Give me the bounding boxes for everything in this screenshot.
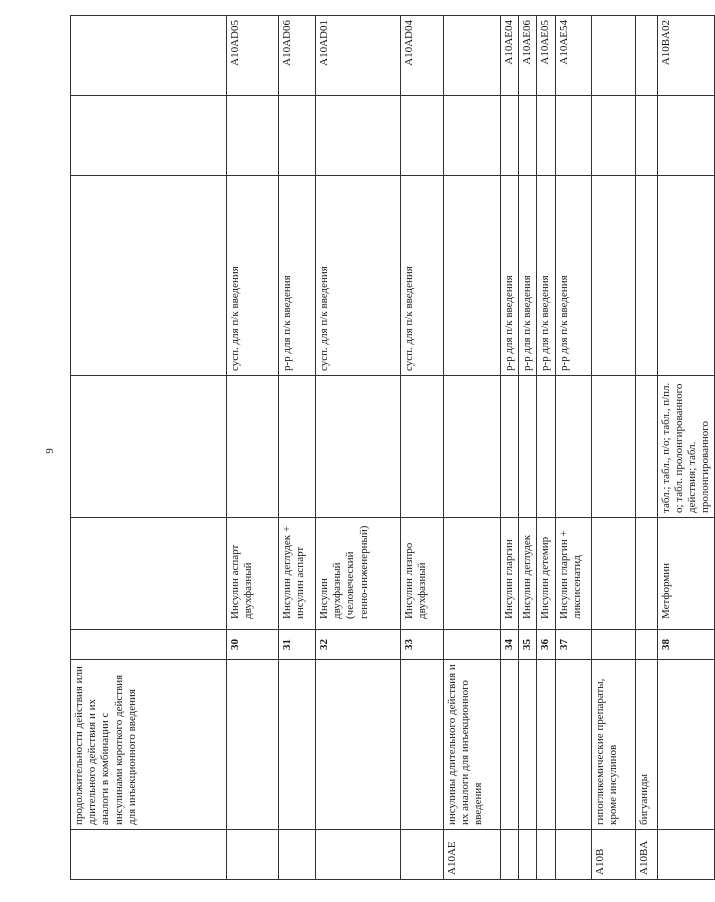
atc-drug-code-cell: A10AE06 xyxy=(519,16,537,96)
table-row xyxy=(555,16,591,880)
atc-drug-code-cell: A10AE54 xyxy=(555,16,591,96)
drug-name-cell xyxy=(71,518,227,630)
empty-cell xyxy=(537,96,555,176)
row-number-cell xyxy=(71,630,227,660)
table-row xyxy=(71,16,227,880)
table-row xyxy=(519,16,537,880)
dosage-form-cell xyxy=(635,376,657,518)
release-form-cell: р-р для п/к введения xyxy=(555,176,591,376)
group-name-cell xyxy=(555,660,591,830)
group-name-cell xyxy=(227,660,279,830)
release-form-cell: р-р для п/к введения xyxy=(537,176,555,376)
release-form-cell xyxy=(635,176,657,376)
release-form-cell xyxy=(71,176,227,376)
row-number-cell xyxy=(635,630,657,660)
atc-code-cell: A10BA xyxy=(635,830,657,880)
group-name-cell xyxy=(401,660,444,830)
drug-name-cell: Метформин xyxy=(657,518,715,630)
drug-name-cell: Инсулин аспарт двухфазный xyxy=(227,518,279,630)
group-name-cell: бигуаниды xyxy=(635,660,657,830)
dosage-form-cell xyxy=(227,376,279,518)
drug-name-cell: Инсулин деглудек xyxy=(519,518,537,630)
row-number-cell: 34 xyxy=(501,630,519,660)
atc-code-cell xyxy=(227,830,279,880)
dosage-form-cell xyxy=(401,376,444,518)
dosage-form-cell xyxy=(316,376,401,518)
table-row xyxy=(401,16,444,880)
row-number-cell xyxy=(444,630,501,660)
atc-drug-code-cell: A10BA02 xyxy=(657,16,715,96)
table-row xyxy=(591,16,635,880)
dosage-form-cell xyxy=(444,376,501,518)
drug-name-cell: Инсулин гларгин + ликсисенатид xyxy=(555,518,591,630)
release-form-cell: сусп. для п/к введения xyxy=(227,176,279,376)
group-name-cell xyxy=(501,660,519,830)
table-row xyxy=(501,16,519,880)
atc-code-cell xyxy=(71,830,227,880)
drug-name-cell: Инсулин детемир xyxy=(537,518,555,630)
atc-code-cell: A10AE xyxy=(444,830,501,880)
dosage-form-cell xyxy=(591,376,635,518)
table-row xyxy=(316,16,401,880)
atc-code-cell: A10B xyxy=(591,830,635,880)
table-row xyxy=(657,16,715,880)
empty-cell xyxy=(591,96,635,176)
atc-code-cell xyxy=(501,830,519,880)
drug-name-cell: Инсулин гларгин xyxy=(501,518,519,630)
group-name-cell xyxy=(657,660,715,830)
row-number-cell: 37 xyxy=(555,630,591,660)
atc-code-cell xyxy=(401,830,444,880)
dosage-form-cell xyxy=(519,376,537,518)
table-row xyxy=(444,16,501,880)
rotated-page xyxy=(70,16,712,880)
drug-name-cell xyxy=(591,518,635,630)
atc-drug-code-cell: A10AD06 xyxy=(279,16,316,96)
group-name-cell xyxy=(537,660,555,830)
drug-name-cell xyxy=(444,518,501,630)
empty-cell xyxy=(401,96,444,176)
drug-name-cell: Инсулин деглудек + инсулин аспарт xyxy=(279,518,316,630)
drug-table xyxy=(70,15,715,880)
row-number-cell: 32 xyxy=(316,630,401,660)
empty-cell xyxy=(316,96,401,176)
table-row xyxy=(279,16,316,880)
dosage-form-cell xyxy=(555,376,591,518)
group-name-cell: гипогликемические препараты, кроме инсулинов xyxy=(591,660,635,830)
dosage-form-cell xyxy=(501,376,519,518)
atc-drug-code-cell: A10AE04 xyxy=(501,16,519,96)
row-number-cell: 33 xyxy=(401,630,444,660)
release-form-cell xyxy=(657,176,715,376)
empty-cell xyxy=(71,96,227,176)
atc-drug-code-cell xyxy=(635,16,657,96)
table-row xyxy=(227,16,279,880)
row-number-cell: 35 xyxy=(519,630,537,660)
dosage-form-cell: табл.; табл., п/о; табл., п/пл. о; табл. пролонгированного действия; табл. пролонгированного xyxy=(657,376,715,518)
row-number-cell: 31 xyxy=(279,630,316,660)
atc-code-cell xyxy=(519,830,537,880)
release-form-cell: р-р для п/к введения xyxy=(279,176,316,376)
atc-code-cell xyxy=(657,830,715,880)
release-form-cell: р-р для п/к введения xyxy=(519,176,537,376)
group-name-cell: инсулины длительного действия и их аналоги для инъекционного введения xyxy=(444,660,501,830)
empty-cell xyxy=(519,96,537,176)
empty-cell xyxy=(555,96,591,176)
empty-cell xyxy=(279,96,316,176)
atc-drug-code-cell xyxy=(444,16,501,96)
row-number-cell: 30 xyxy=(227,630,279,660)
release-form-cell xyxy=(444,176,501,376)
empty-cell xyxy=(501,96,519,176)
drug-name-cell: Инсулин лизпро двухфазный xyxy=(401,518,444,630)
dosage-form-cell xyxy=(537,376,555,518)
row-number-cell xyxy=(591,630,635,660)
table-row xyxy=(537,16,555,880)
atc-code-cell xyxy=(316,830,401,880)
empty-cell xyxy=(227,96,279,176)
group-name-cell xyxy=(316,660,401,830)
dosage-form-cell xyxy=(71,376,227,518)
release-form-cell: р-р для п/к введения xyxy=(501,176,519,376)
row-number-cell: 36 xyxy=(537,630,555,660)
drug-name-cell xyxy=(635,518,657,630)
atc-drug-code-cell: A10AE05 xyxy=(537,16,555,96)
page-number: 9 xyxy=(44,448,56,454)
group-name-cell xyxy=(279,660,316,830)
empty-cell xyxy=(657,96,715,176)
atc-drug-code-cell: A10AD05 xyxy=(227,16,279,96)
group-name-cell: продолжительности действия или длительного действия и их аналоги в комбинации с инсулинами короткого действия для инъекционного введения xyxy=(71,660,227,830)
atc-drug-code-cell xyxy=(591,16,635,96)
group-name-cell xyxy=(519,660,537,830)
empty-cell xyxy=(635,96,657,176)
drug-name-cell: Инсулин двухфазный (человеческий генно-инженерный) xyxy=(316,518,401,630)
atc-drug-code-cell: A10AD01 xyxy=(316,16,401,96)
table-body xyxy=(71,16,715,880)
atc-drug-code-cell xyxy=(71,16,227,96)
table-row xyxy=(635,16,657,880)
release-form-cell xyxy=(591,176,635,376)
row-number-cell: 38 xyxy=(657,630,715,660)
atc-drug-code-cell: A10AD04 xyxy=(401,16,444,96)
atc-code-cell xyxy=(279,830,316,880)
empty-cell xyxy=(444,96,501,176)
atc-code-cell xyxy=(555,830,591,880)
release-form-cell: сусп. для п/к введения xyxy=(401,176,444,376)
dosage-form-cell xyxy=(279,376,316,518)
release-form-cell: сусп. для п/к введения xyxy=(316,176,401,376)
atc-code-cell xyxy=(537,830,555,880)
